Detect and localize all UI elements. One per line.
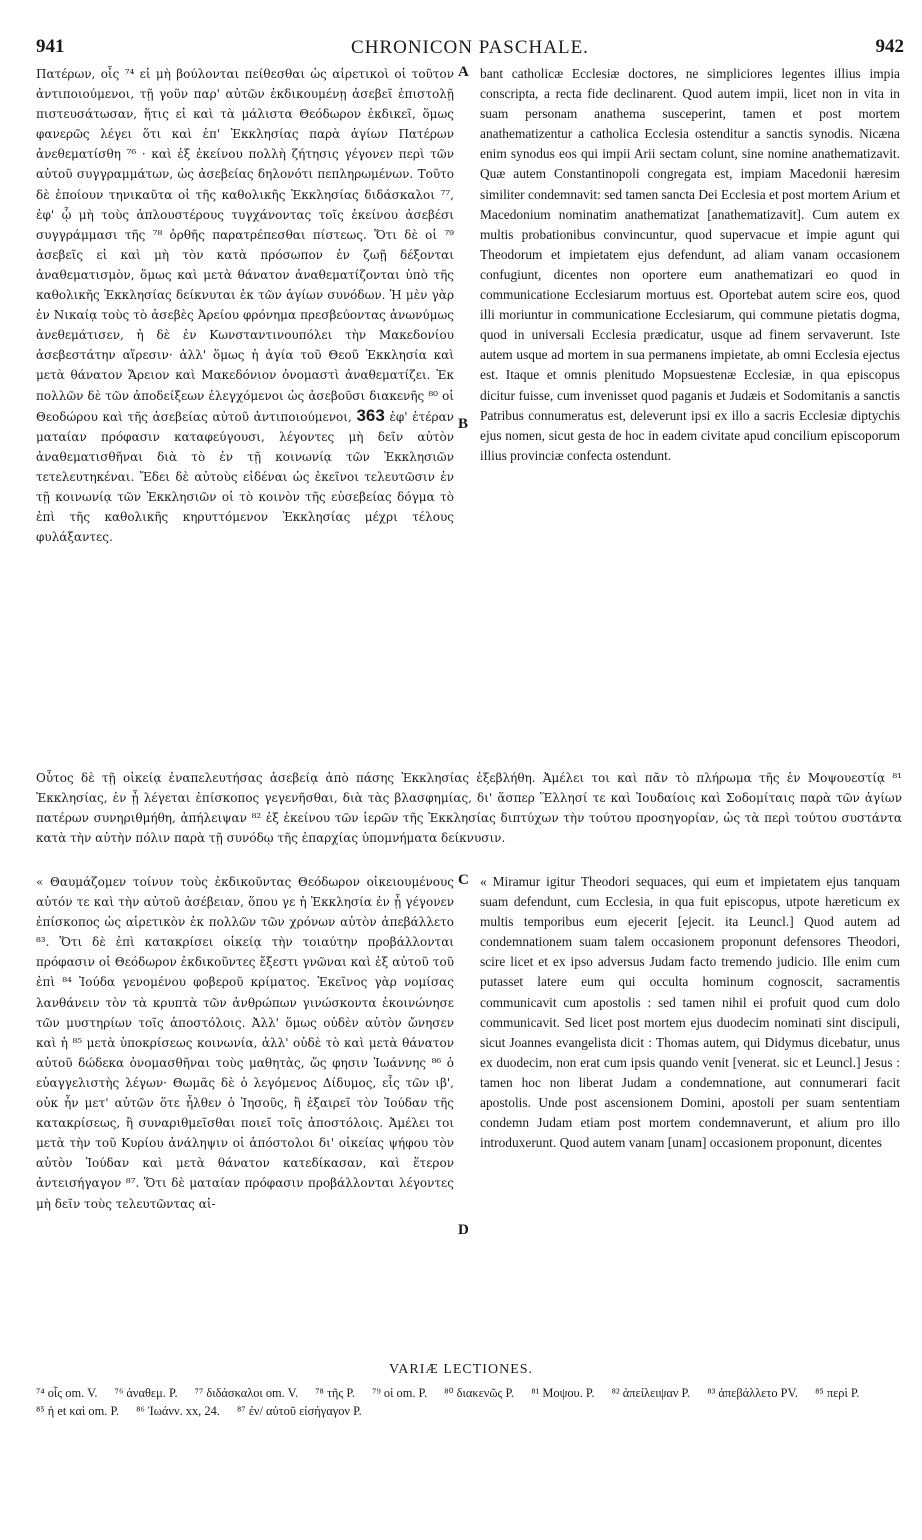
margin-marker-b: B <box>458 416 469 432</box>
variae-lectiones-title: VARIÆ LECTIONES. <box>388 1362 534 1377</box>
variant-reading: ⁸⁵ περὶ P. <box>815 1386 860 1400</box>
latin-column-bottom <box>480 872 900 1153</box>
running-head <box>36 36 904 60</box>
variant-reading: ⁸¹ Μοψου. P. <box>531 1386 595 1400</box>
greek-text-1: Πατέρων, οἷς ⁷⁴ εἰ μὴ βούλονται πείθεσθαι ὡς αἱρετικοὶ οἱ τοῦτον ἀντιποιούμενοι, τῇ γοῦν παρ' αὐτῶν ἐκδικουμένῃ ἀσεβεῖ ἐπιστολῇ πιστευσάτωσαν, ἥτις εἰ καὶ τὰ μάλιστα Θεόδωρον ἐκδικεῖ, ὅμως φανερῶς λέγει ὅτι καὶ ἐπ' Ἐκκλησίας παρὰ ἁγίων Πατέρων ἀνεθεματίσθη ⁷⁶ · καὶ ἐξ ἐκείνου πολλὴ ζήτησις γέγονεν περὶ τῶν αὐτοῦ συγγραμμάτων, ὡς ἀσεβείας δηλονότι πεπληρωμένων. Τοῦτο δὲ ἐποίουν τηνικαῦτα οἱ τῆς καθολικῆς Ἐκκλησίας διδάσκαλοι ⁷⁷, ἐφ' ᾧ μὴ τοὺς ἁπλουστέρους τυγχάνοντας τοῖς ἐκείνου ἀσεβέσι συγγράμμασι τῆς ⁷⁸ ὀρθῆς παρατρέπεσθαι πίστεως. Ὅτι δὲ οἱ ⁷⁹ ἀσεβεῖς εἰ καὶ μὴ τὸν κατὰ πρόσωπον ἐν ζωῇ δέξονται ἀναθεματισμὸν, ὅμως καὶ μετὰ θάνατον ἀναθεματίζονται ὑπὸ τῆς καθολικῆς Ἐκκλησίας δείκνυται ἐκ τῶν ἁγίων συνόδων. Ἡ μὲν γὰρ ἐν Νικαίᾳ τοὺς τὸ ἀσεβὲς Ἀρείου φρόνημα πρεσβεύοντας ἀνωνύμως ἀνεθεμάτισεν, ἡ δὲ ἐν Κωνσταντινουπόλει τὴν Μακεδονίου ἀσεβεστάτην αἵρεσιν· ἀλλ' ὅμως ἡ ἁγία τοῦ Θεοῦ Ἐκκλησία καὶ μετὰ θάνατον Ἄρειον καὶ Μακεδόνιον ὀνομαστὶ ἀναθεματίζει. Ἐκ πολλῶν δὲ τῶν ἀποδείξεων ἐλεγχόμενοι ὡς ἀσεβοῦσι διακενῆς ⁸⁰ οἱ Θεοδώρου καὶ τῆς ἀσεβείας αὐτοῦ ἀντιποιούμενοι, <box>36 67 454 424</box>
variant-reading: ⁷⁹ οἱ om. P. <box>372 1386 428 1400</box>
greek-text-2: ἐφ' ἑτέραν ματαίαν πρόφασιν καταφεύγουσι, λέγοντες μὴ δεῖν αὐτὸν ἀναθεματισθῆναι διὰ τὸ ἐν τῇ κοινωνίᾳ τῶν Ἐκκλησιῶν τετελευτηκέναι. Ἔδει δὲ αὐτοὺς εἰδέναι ὡς ἐκεῖνοι τελευτῶσιν ἐν τῇ κοινωνίᾳ τῶν Ἐκκλησιῶν οἱ τὸ κοινὸν τῆς εὐσεβείας δόγμα τὸ ἐπὶ τῆς καθολικῆς κηρυττόμενον Ἐκκλησίας μέχρι τέλους φυλάξαντες. <box>36 409 454 545</box>
greek-fullwidth <box>36 768 902 848</box>
page-number-left: 941 <box>36 36 65 57</box>
greek-column-bottom <box>36 872 454 1214</box>
inline-page-number: 363 <box>356 405 385 425</box>
greek-text-3: « Θαυμάζομεν τοίνυν τοὺς ἐκδικοῦντας Θεόδωρον οἰκειουμένους αὐτόν τε καὶ τὴν αὐτοῦ ἀσέβειαν, ὅπου γε ἡ Ἐκκλησία ἐν ᾗ γέγονεν ἐπίσκοπος ὡς αἱρετικὸν ἐκ πολλῶν τῶν χρόνων αὐτὸν ἀπεβάλλετο ⁸³. Ὅτι δὲ ἐπὶ κατακρίσει οἰκείᾳ τὴν τοιαύτην προβάλλονται πρόφασιν οἱ Θεόδωρον ἐκδικοῦντες ἔξεστι γνῶναι καὶ ἐξ αὐτοῦ τοῦ ἐπὶ ⁸⁴ Ἰούδα γενομένου φοβεροῦ κρίματος. Ἐκεῖνος γὰρ νομίσας λανθάνειν τὸν τὰ κρυπτὰ τῶν ἀνθρώπων γινώσκοντα ἐκοινώνησε τῶν μυστηρίων τοῖς ἀποστόλοις. Ἀλλ' ὅμως οὐδὲν αὐτὸν ὤνησεν καὶ ἡ ⁸⁵ μετὰ ὑποκρίσεως κοινωνία, ἀλλ' οὐδὲ τὸ καὶ μετὰ θάνατον αὐτοῦ δώδεκα ὀνομασθῆναι τοὺς μαθητὰς, ὥς φησιν Ἰωάννης ⁸⁶ ὁ εὐαγγελιστὴς λέγων· Θωμᾶς δὲ ὁ λεγόμενος Δίδυμος, εἷς τῶν ιβ', οὐκ ἦν μετ' αὐτῶν ὅτε ἦλθεν ὁ Ἰησοῦς, ἢ ἐξαιρεῖ τὸν Ἰούδαν τῆς κατακρίσεως, ἢ συναριθμεῖσθαι ποιεῖ τοῖς ἀποστόλοις. Ἀμέλει τοι μετὰ τὴν τοῦ Κυρίου ἀνάληψιν οἱ ἀπόστολοι δι' οἰκείας ψήφου τὸν αὐτὸν Ἰούδαν καὶ μετὰ θάνατον κατεδίκασαν, καὶ ἕτερον ἀντεισήγαγον ⁸⁷. Ὅτι δὲ ματαίαν πρόφασιν προβάλλονται λέγοντες μὴ δεῖν τοὺς τελευτῶντας αἱ- <box>36 875 454 1211</box>
variant-reading: ⁸² ἀπείλειψαν P. <box>611 1386 691 1400</box>
margin-marker-d: D <box>458 1222 469 1238</box>
latin-text-1: bant catholicæ Ecclesiæ doctores, ne simpliciores legentes illius impia conscripta, a recta fide declinarent. Quod autem impii, licet non in vita in suam personam anathema susceperint, tamen et post mortem anathematizentur a catholica Ecclesia ostenditur a sanctis synodis. Nicæna enim synodus eos qui impii Arii sectam colunt, sine nomine anathematizavit. Quæ autem Constantinopoli congregata est, impiam Macedonii hæresim similiter condemnavit: sed tamen sancta Dei Ecclesia et post mortem Arium et Macedonium nominatim anathematizat [anathematizavit]. Cum autem ex multis probationibus convincuntur, quod supervacue et impie agunt qui Theodorum et impietatem ejus defendunt, ad aliam vanam occasionem confugiunt, dicentes non oportere eum anathematizari eo quod in communicatione Ecclesiarum mortuus est. Oportebat autem scire eos, quod illi moriuntur in communicatione Ecclesiarum, qui commune pietatis dogma, quod in universali Ecclesia prædicatur, usque ad finem servaverunt. Iste autem usque ad mortem in sua permanens impietate, ab omni Ecclesia ejectus est. Itaque et omnis plenitudo Mopsuestenæ Ecclesiæ, in qua episcopus dicitur fuisse, cum invenisset quod paganis et Judæis et Sodomitanis a sanctis Patribus connumeratus est, deleverunt ipsi ex illo a sacris Ecclesiæ diptychis ejus nomen, sicut gesta de hoc in eadem civitate apud concilium episcoporum illius provinciæ confecta ostendunt. <box>480 66 900 463</box>
variant-reading: ⁸⁰ διακενῶς P. <box>444 1386 515 1400</box>
variant-reading: ⁷⁶ ἀναθεμ. P. <box>114 1386 178 1400</box>
greek-column-top <box>36 64 454 547</box>
page-number-right: 942 <box>875 36 904 57</box>
margin-marker-a: A <box>458 64 469 80</box>
margin-marker-c: C <box>458 872 469 888</box>
variant-reading: ⁸⁶ Ἰωάνν. xx, 24. <box>136 1404 220 1418</box>
variant-reading: ⁷⁷ διδάσκαλοι om. V. <box>194 1386 299 1400</box>
variant-reading: ⁸³ ἀπεβάλλετο PV. <box>707 1386 798 1400</box>
greek-text-full: Οὗτος δὲ τῇ οἰκείᾳ ἐναπελευτήσας ἀσεβείᾳ ἀπὸ πάσης Ἐκκλησίας ἐξεβλήθη. Ἀμέλει τοι καὶ πᾶν τὸ πλήρωμα τῆς ἐν Μοψουεστίᾳ ⁸¹ Ἐκκλησίας, ἐν ᾗ λέγεται ἐπίσκοπος γεγενῆσθαι, διὰ τὰς βλασφημίας, δι' ἅσπερ Ἕλλησί τε καὶ Ἰουδαίοις καὶ Σοδομίταις παρὰ τῶν ἁγίων πατέρων συνηριθμήθη, ἀπήλειψαν ⁸² ἐξ ἐκείνου τῶν ἱερῶν τῆς Ἐκκλησίας διπτύχων τὴν τούτου προσηγορίαν, ὡς τὰ περὶ τούτου συστάντα κατὰ τὴν αὐτὴν πόλιν παρὰ τῇ συνόδῳ τῆς ἐπαρχίας ὑπομνήματα δείκνυσιν. <box>36 771 902 846</box>
running-title: CHRONICON PASCHALE. <box>351 37 589 58</box>
variant-reading: ⁷⁴ οἷς om. V. <box>36 1386 98 1400</box>
variant-reading: ⁷⁸ τῆς P. <box>315 1386 356 1400</box>
latin-text-2: « Miramur igitur Theodori sequaces, qui eum et impietatem ejus tanquam suam defendunt, cum Ecclesia, in qua fuit episcopus, utpote hæreticum ex multis temporibus eum ejecerit [ejecit. ita Leuncl.] Quod autem ad condemnationem suam talem occasionem proponunt defensores Theodori, scire licet et ex ipso adversus Judam facto tremendo judicio. Ille enim cum putasset latere eum qui occulta hominum cognoscit, sacramentis communicavit cum apostolis : sed tamen nihil ei profuit quod cum dolo communicavit. Sed licet post mortem ejus duodecim nominati sint discipuli, sicut Joannes evangelista dicit : Thomas autem, qui Didymus dicebatur, unus ex duodecim, non erat cum ipsis quando venit [venerat. sic et Leuncl.] Jesus : tamen hoc non liberat Judam a condemnatione, aut connumerari facit apostolis. Unde post ascensionem Domini, apostoli per suam sententiam condemn Judam etiam post mortem condemnaverunt, et alium pro illo introduxerunt. Quod autem vanam [unam] occasionem proponunt, dicentes <box>480 874 900 1151</box>
latin-column-top <box>480 64 900 466</box>
variae-lectiones <box>36 1384 902 1420</box>
variant-reading: ⁸⁷ ἐν/ αὐτοῦ εἰσήγαγον P. <box>236 1404 362 1418</box>
variant-reading: ⁸⁵ ἡ et καὶ om. P. <box>36 1404 120 1418</box>
